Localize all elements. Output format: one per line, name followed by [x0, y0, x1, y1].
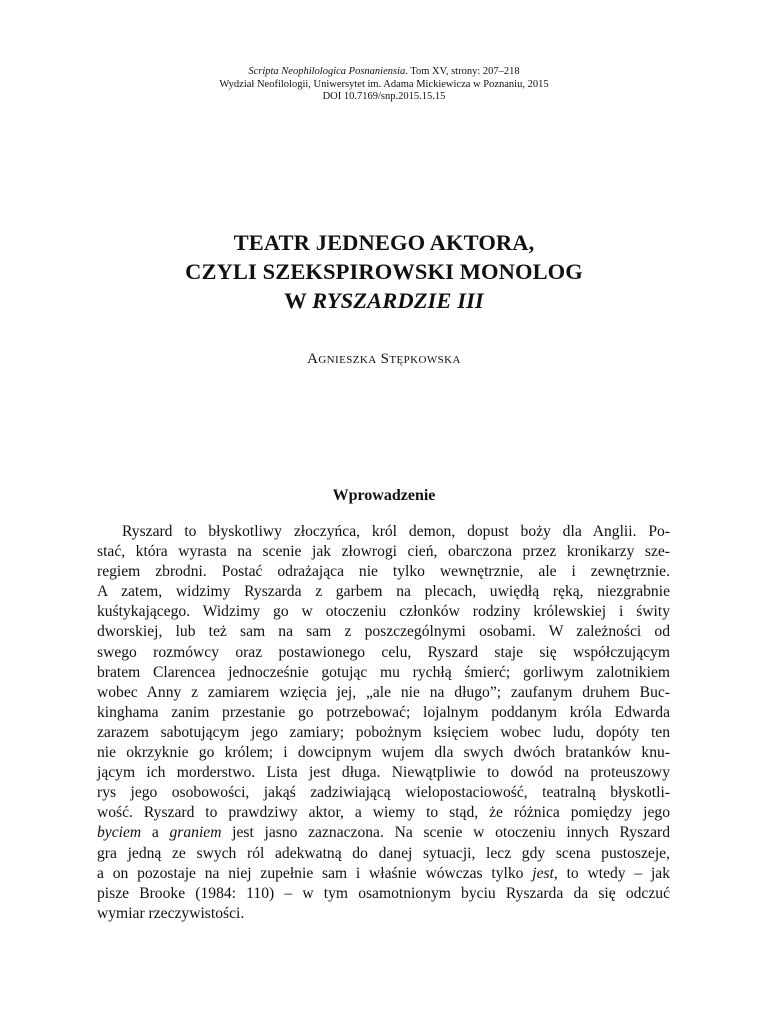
italic-term-jest: jest [532, 864, 554, 882]
line-text: jest jasno zaznaczona. Na scenie w otoczeniu innych Ryszard [221, 824, 670, 842]
section-heading: Wprowadzenie [332, 487, 436, 504]
title-line-2: CZYLI SZEKSPIROWSKI MONOLOG [185, 259, 583, 284]
paragraph-line [97, 864, 670, 884]
line-text: , to wtedy – jak [553, 864, 671, 882]
title-line-3-prefix: W [284, 288, 313, 313]
journal-header [0, 66, 768, 104]
title-line-1: TEATR JEDNEGO AKTORA, [233, 230, 535, 255]
paragraph-line: swego rozmówcy oraz postawionego celu, Ryszard staje się współczującym [97, 643, 670, 661]
line-text: a [141, 824, 170, 842]
faculty-line: Wydział Neofilologii, Uniwersytet im. Adama Mickiewicza w Poznaniu, 2015 [219, 78, 549, 90]
journal-citation [0, 66, 768, 79]
paragraph-line: Ryszard to błyskotliwy złoczyńca, król demon, dopust boży dla Anglii. Po- [122, 523, 670, 540]
author-name: Agnieszka Stępkowska [307, 351, 461, 367]
article-title [0, 228, 768, 315]
paragraph-line: bratem Clarencea jednocześnie gotując mu rychłą śmierć; gorliwym zalotnikiem [97, 663, 670, 681]
paragraph-line: zarazem sabotującym jego zamiary; pobożnym księciem wobec ludu, dopóty ten [97, 723, 670, 741]
journal-volume: . Tom XV, strony: 207–218 [405, 66, 520, 77]
title-line-3 [0, 286, 768, 315]
paragraph-line [97, 823, 670, 843]
paragraph-line: A zatem, widzimy Ryszarda z garbem na plecach, uwiędłą ręką, niezgrabnie [97, 583, 670, 601]
paragraph-line: wymiar rzeczywistości. [97, 904, 245, 922]
paragraph-line: nie okrzyknie go królem; i dowcipnym wujem dla swych dwóch bratanków knu- [97, 744, 670, 762]
paragraph-line: dworskiej, lub też sam na sam z poszczególnymi osobami. W zależności od [97, 623, 670, 641]
paragraph-line: pisze Brooke (1984: 110) – w tym osamotnionym byciu Ryszarda da się odczuć [97, 884, 670, 902]
title-line-3-italic: RYSZARDZIE III [312, 288, 484, 313]
italic-term-graniem: graniem [169, 824, 222, 842]
line-text: a on pozostaje na niej zupełnie sam i właśnie wówczas tylko [97, 864, 533, 882]
paragraph-line: stać, która wyrasta na scenie jak złowrogi cień, obarczona przez kronikarzy sze- [97, 543, 670, 561]
paragraph-line: kuśtykającego. Widzimy go w otoczeniu członków rodziny królewskiej i świty [97, 603, 670, 621]
paragraph-line: rys jego osobowości, jakąś zadziwiającą wielopostaciowość, teatralną błyskotli- [97, 784, 670, 802]
paragraph-line: kinghama zanim przestanie go potrzebować; lojalnym poddanym króla Edwarda [97, 703, 670, 721]
paragraph-line: wobec Anny z zamiarem wzięcia jej, „ale nie na długo”; zaufanym druhem Buc- [97, 683, 670, 701]
italic-term-byciem: byciem [97, 824, 142, 842]
paragraph-line: regiem zbrodni. Postać odrażająca nie tylko wewnętrznie, ale i zewnętrznie. [97, 563, 670, 581]
journal-name: Scripta Neophilologica Posnaniensia [248, 66, 406, 77]
doi-line: DOI 10.7169/snp.2015.15.15 [322, 91, 446, 102]
paragraph-line: wość. Ryszard to prawdziwy aktor, a wiemy to stąd, że różnica pomiędzy jego [97, 804, 670, 822]
body-paragraph [97, 522, 670, 924]
paragraph-line: gra jedną ze swych ról adekwatną do danej sytuacji, lecz gdy scena pustoszeje, [97, 844, 670, 862]
paragraph-line: jącym ich morderstwo. Lista jest długa. Niewątpliwie to dowód na proteuszowy [97, 764, 670, 782]
